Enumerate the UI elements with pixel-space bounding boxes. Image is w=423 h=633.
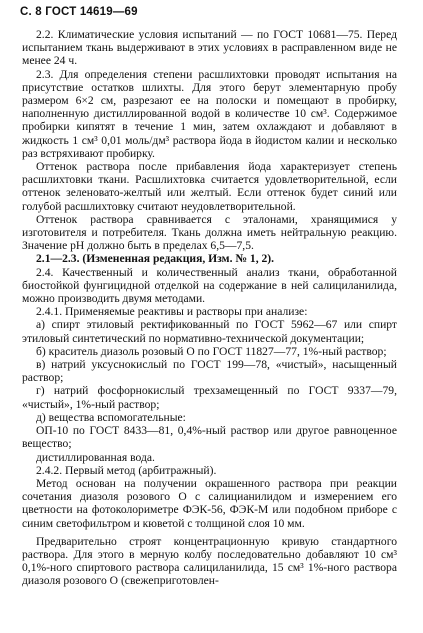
paragraph: б) краситель диазоль розовый О по ГОСТ 11827—77, 1%-ный раствор; [36, 344, 387, 358]
paragraph: 2.4.1. Применяемые реактивы и растворы при анализе: [36, 305, 308, 319]
document-body [22, 28, 397, 588]
paragraph: Оттенок раствора после прибавления йода характеризует степень расшлихтовки ткани. Расшлихтовка считается удовлетворительной, если оттенок зеленовато-желтый или желтый. Если оттенок будет синий или голубой расшлихтовку считают неудовлетворительной. [22, 160, 397, 213]
paragraph: д) вещества вспомогательные: [36, 410, 186, 424]
paragraph: 2.1—2.3. (Измененная редакция, Изм. № 1, 2). [36, 252, 275, 266]
paragraph: 2.4.2. Первый метод (арбитражный). [36, 463, 217, 477]
paragraph: 2.2. Климатические условия испытаний — по ГОСТ 10681—75. Перед испытанием ткань выдерживают в этих условиях в расправленном виде не менее 24 ч. [22, 28, 397, 68]
paragraph: г) натрий фосфорнокислый трехзамещенный по ГОСТ 9337—79, «чистый», 1%-ный раствор; [22, 384, 397, 411]
paragraph: Метод основан на получении окрашенного раствора при реакции сочетания диазоля розового О с салицианилидом и измерением его цветности на фотоколориметре ФЭК-56, ФЭК-М или подобном приборе с синим светофильтром и кюветой с толщиной слоя 10 мм. [22, 476, 397, 530]
paragraph: 2.4. Качественный и количественный анализ ткани, обработанной биостойкой фунгицидной отделкой на содержание в ней салициланилида, можно производить двумя методами. [22, 265, 397, 306]
paragraph: ОП-10 по ГОСТ 8433—81, 0,4%-ный раствор или другое равноценное вещество; [22, 424, 397, 451]
paragraph: Предварительно строят концентрационную кривую стандартного раствора. Для этого в мерную колбу последовательно добавляют 10 см³ 0,1%-ного спиртового раствора салициланилида, 15 см³ 1%-ного раствора диазоля розового О (свежеприготовлен- [22, 534, 397, 588]
paragraph: в) натрий уксуснокислый по ГОСТ 199—78, «чистый», насыщенный раствор; [22, 358, 397, 385]
page-header: С. 8 ГОСТ 14619—69 [20, 6, 138, 18]
paragraph: дистиллированная вода. [36, 450, 155, 464]
paragraph: 2.3. Для определения степени расшлихтовки проводят испытания на присутствие остатков шлихты. Для этого берут элементарную пробу размером 6×2 см, разрезают ее на полоски и помещают в пробирку, наполненную дистиллированной водой в количестве 10 см³. Содержимое пробирки кипятят в течение 1 мин, затем охлаждают и добавляют в жидкость 1 см³ 0,01 моль/дм³ раствора йода в йодистом калии и несколько раз встряхивают пробирку. [22, 67, 397, 160]
paragraph: а) спирт этиловый ректификованный по ГОСТ 5962—67 или спирт этиловый синтетический по нормативно-технической документации; [22, 318, 397, 345]
paragraph: Оттенок раствора сравнивается с эталонами, хранящимися у изготовителя и потребителя. Ткань должна иметь нейтральную реакцию. Значение pH должно быть в пределах 6,5—7,5. [22, 212, 397, 253]
